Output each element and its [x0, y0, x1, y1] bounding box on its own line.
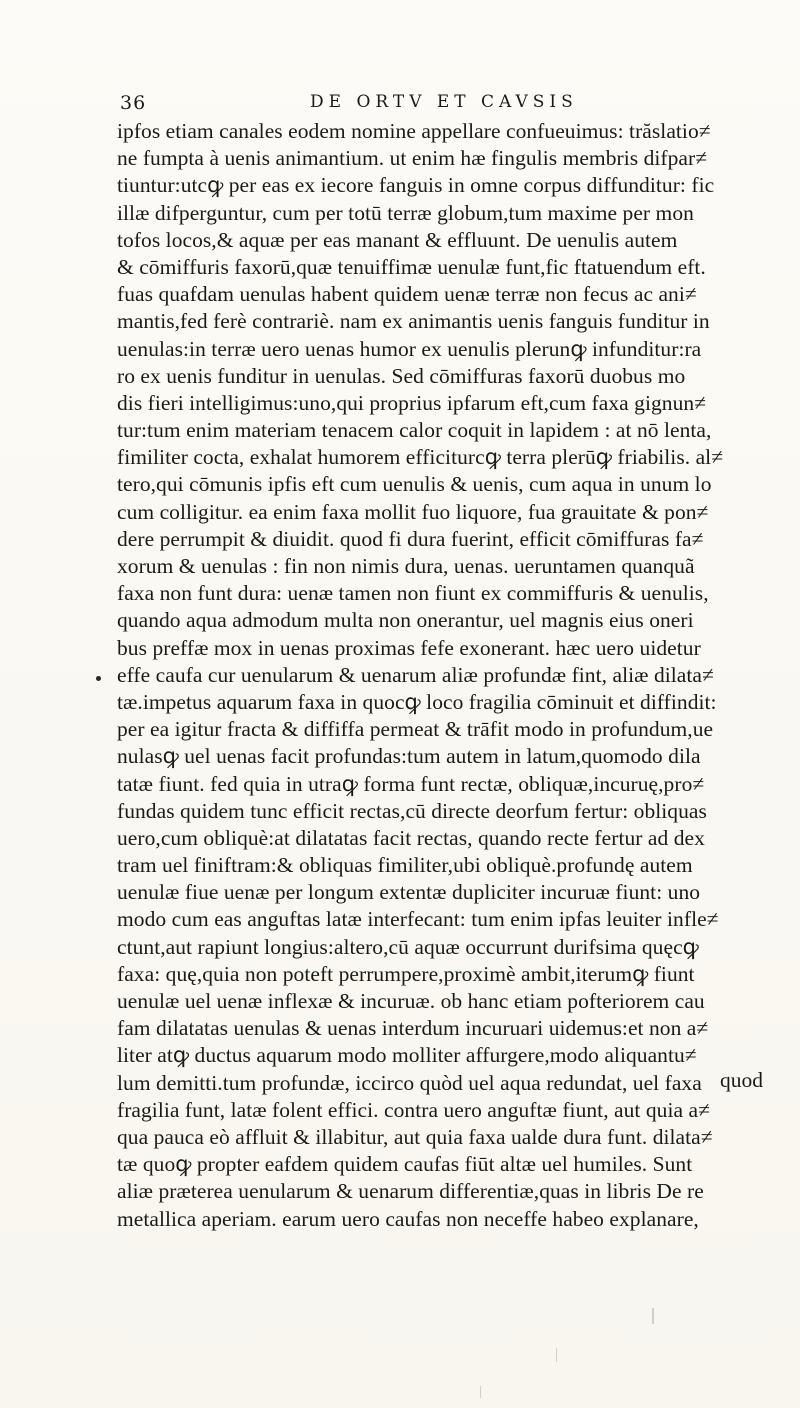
text-line: ro ex uenis funditur in uenulas. Sed cōmiffuras faxorū duobus mo [117, 363, 686, 388]
text-line: ipfos etiam canales eodem nomine appellare confueuimus: trăslatio≠ [117, 119, 711, 143]
text-line: faxa: quę,quia non poteft perrumpere,proximè ambit,iterumꝙ fiunt [117, 961, 695, 986]
page-header [120, 92, 720, 118]
text-line: mantis,fed ferè contrariè. nam ex animantis uenis fanguis funditur in [117, 309, 710, 334]
text-line: tiuntur:utcꝙ per eas ex iecore fanguis in omne corpus diffunditur: fic [117, 173, 715, 198]
text-line: fimiliter cocta, exhalat humorem efficiturcꝙ terra plerūꝙ friabilis. al≠ [117, 445, 724, 470]
text-line: qua pauca eò affluit & illabitur, aut quia faxa ualde dura funt. dilata≠ [117, 1124, 713, 1149]
margin-ink-dot [96, 676, 101, 681]
text-line: tæ quoꝙ propter eafdem quidem caufas fiūt altæ uel humiles. Sunt [117, 1152, 693, 1177]
text-line: liter atꝙ ductus aquarum modo molliter affurgere,modo aliquantu≠ [117, 1043, 697, 1068]
text-line: fragilia funt, latæ folent effici. contra uero anguftæ fiunt, aut quia a≠ [117, 1097, 710, 1122]
text-line: bus preffæ mox in uenas proximas fefe exonerant. hæc uero uidetur [117, 635, 701, 660]
page-number: 36 [120, 92, 147, 114]
text-line: fuas quafdam uenulas habent quidem uenæ terræ non fecus ac ani≠ [117, 282, 697, 307]
text-line: & cōmiffuris faxorū,quæ tenuiffimæ uenulæ funt,fic ftatuendum eft. [117, 254, 706, 279]
running-head: DE ORTV ET CAVSIS [310, 92, 578, 112]
text-line: uenulæ fiue uenæ per longum extentæ dupliciter incuruæ fiunt: uno [117, 880, 701, 905]
paper-blemish [556, 1348, 557, 1362]
text-line: dere perrumpit & diuidit. quod fi dura fuerint, efficit cōmiffuras fa≠ [117, 526, 704, 551]
text-line: faxa non funt dura: uenæ tamen non fiunt ex commiffuris & uenulis, [117, 581, 709, 606]
paper-blemish [652, 1308, 654, 1324]
text-line: effe caufa cur uenularum & uenarum aliæ profundæ fint, aliæ dilata≠ [117, 662, 714, 687]
text-line: quando aqua admodum multa non onerantur, uel magnis eius oneri [117, 608, 694, 633]
text-line: nulasꝙ uel uenas facit profundas:tum autem in latum,quomodo dila [117, 744, 701, 769]
text-line: fundas quidem tunc efficit rectas,cū directe deorfum fertur: obliquas [117, 798, 707, 823]
text-line: aliæ præterea uenularum & uenarum differentiæ,quas in libris De re [117, 1179, 704, 1204]
text-line: tatæ fiunt. fed quia in utraꝙ forma funt rectæ, obliquæ,incuruę,pro≠ [117, 771, 705, 796]
paper-blemish [480, 1386, 481, 1398]
text-line: modo cum eas anguftas latæ interfecant: tum enim ipfas leuiter infle≠ [117, 907, 719, 932]
text-line: tero,qui cōmunis ipfis eft cum uenulis & uenis, cum aqua in unum lo [117, 472, 712, 497]
text-line: uenulæ uel uenæ inflexæ & incuruæ. ob hanc etiam pofteriorem cau [117, 989, 705, 1013]
text-line: dis fieri intelligimus:uno,qui proprius ipfarum eft,cum faxa gignun≠ [117, 390, 707, 415]
text-line: illæ difperguntur, cum per totū terræ globum,tum maxime per mon [117, 200, 694, 225]
text-line: ne fumpta à uenis animantium. ut enim hæ fingulis membris difpar≠ [117, 146, 708, 171]
body-text [117, 118, 797, 1233]
text-line: ctunt,aut rapiunt longius:altero,cū aquæ occurrunt durifsima quęcꝙ [117, 934, 699, 959]
text-line: per ea igitur fracta & diffiffa permeat & trāfit modo in profundum,ue [117, 717, 714, 742]
text-line: lum demitti.tum profundæ, iccirco quòd uel aqua redundat, uel faxa [117, 1070, 702, 1095]
text-line: metallica aperiam. earum uero caufas non neceffe habeo explanare, [117, 1206, 699, 1231]
text-line: cum colligitur. ea enim faxa mollit fuo liquore, fua grauitate & pon≠ [117, 499, 709, 524]
text-line: xorum & uenulas : fin non nimis dura, uenas. ueruntamen quanquã [117, 554, 695, 578]
text-line: tofos locos,& aquæ per eas manant & effluunt. De uenulis autem [117, 227, 678, 252]
catchword: quod [720, 1068, 763, 1092]
text-line: tram uel finiftram:& obliquas fimiliter,ubi obliquè.profundę autem [117, 853, 693, 878]
text-line: uenulas:in terræ uero uenas humor ex uenulis plerunꝙ infunditur:ra [117, 336, 702, 361]
text-line: uero,cum obliquè:at dilatatas facit rectas, quando recte fertur ad dex [117, 825, 705, 850]
text-line: tur:tum enim materiam tenacem calor coquit in lapidem : at nō lenta, [117, 418, 712, 443]
text-line: tæ.impetus aquarum faxa in quocꝙ loco fragilia cōminuit et diffindit: [117, 689, 717, 714]
text-line: fam dilatatas uenulas & uenas interdum incuruari uidemus:et non a≠ [117, 1016, 709, 1041]
